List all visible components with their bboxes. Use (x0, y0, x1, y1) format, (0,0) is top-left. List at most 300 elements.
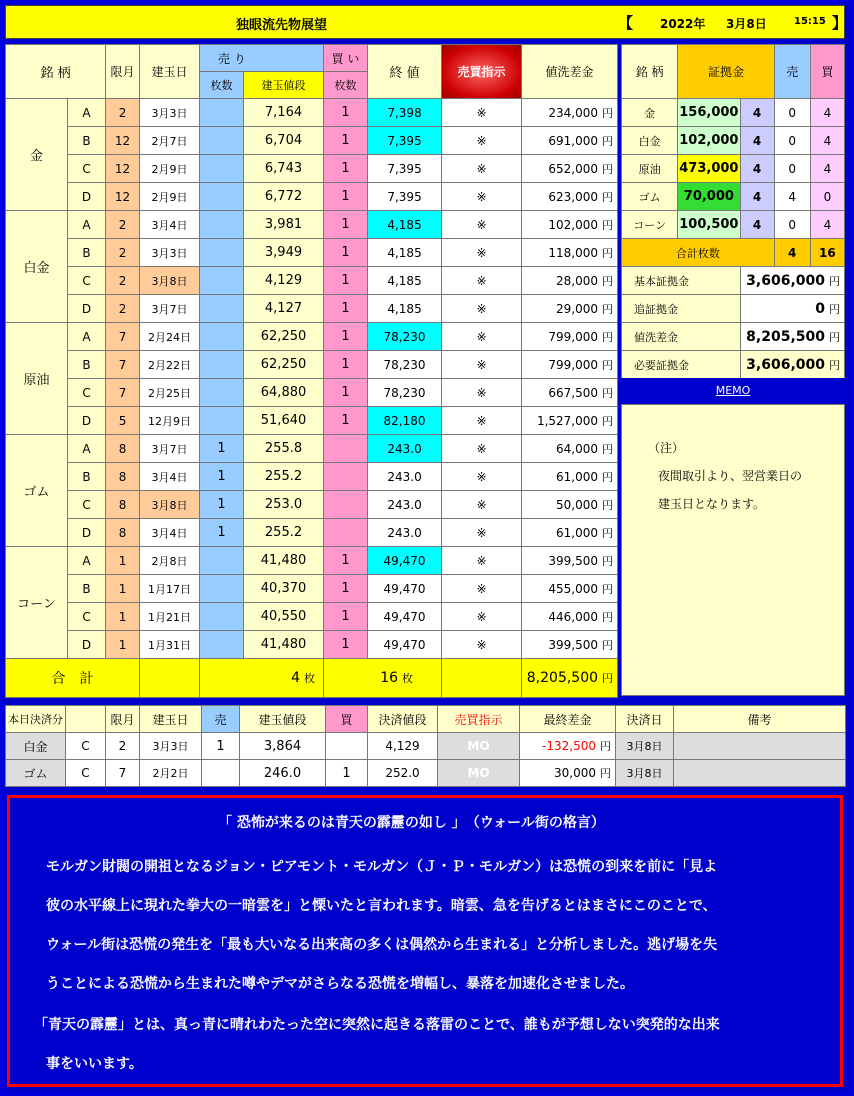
sell-qty (200, 127, 244, 155)
position-price: 6,704 (244, 127, 324, 155)
settle-commodity: 白金 (6, 733, 66, 760)
yen-unit: 円 (602, 470, 614, 484)
contract-month: 12 (106, 155, 140, 183)
diff-value: 118,000 (548, 245, 599, 260)
yen-unit: 円 (602, 246, 614, 260)
side-col-buy: 買 (810, 45, 844, 99)
summary-value (740, 323, 845, 351)
contract-month: 8 (106, 463, 140, 491)
settle-col-label: 本日決済分 (6, 706, 66, 733)
sell-qty (200, 631, 244, 659)
memo-line: （注） (648, 441, 685, 455)
margin-sell: 0 (774, 211, 810, 239)
margin-commodity: ゴム (622, 183, 678, 211)
buy-qty (324, 435, 368, 463)
buy-qty: 1 (324, 323, 368, 351)
trade-instruction: ※ (442, 127, 522, 155)
trade-instruction: ※ (442, 491, 522, 519)
diff-value: 799,000 (548, 357, 599, 372)
contract-month: 1 (106, 547, 140, 575)
position-price: 40,370 (244, 575, 324, 603)
mark-to-market-diff (522, 295, 618, 323)
sell-qty (200, 575, 244, 603)
unit-label: 枚 (402, 672, 414, 685)
yen-unit: 円 (602, 106, 614, 120)
yen-unit: 円 (602, 218, 614, 232)
contract-code: D (68, 295, 106, 323)
settle-date: 2月2日 (140, 760, 202, 787)
close-price: 243.0 (368, 463, 442, 491)
settle-col-price: 建玉値段 (240, 706, 326, 733)
position-date: 1月31日 (140, 631, 200, 659)
contract-code: C (68, 491, 106, 519)
settle-col-buy: 買 (326, 706, 368, 733)
position-price: 4,127 (244, 295, 324, 323)
close-price: 243.0 (368, 519, 442, 547)
margin-buy: 0 (810, 183, 844, 211)
sell-qty (200, 267, 244, 295)
buy-qty: 1 (324, 267, 368, 295)
table-row (6, 127, 618, 155)
mark-to-market-diff (522, 127, 618, 155)
sell-qty (200, 407, 244, 435)
diff-value: 64,000 (556, 441, 599, 456)
position-price: 51,640 (244, 407, 324, 435)
position-price: 3,949 (244, 239, 324, 267)
col-buy: 買 い (324, 45, 368, 72)
total-sell-value: 4 (291, 670, 301, 686)
col-diff: 値洗差金 (522, 45, 618, 99)
side-col-name: 銘 柄 (622, 45, 678, 99)
yen-unit: 円 (600, 767, 611, 780)
position-price: 64,880 (244, 379, 324, 407)
memo-title-label[interactable]: MEMO (715, 384, 751, 397)
settle-date: 3月3日 (140, 733, 202, 760)
contract-code: B (68, 575, 106, 603)
contract-month: 8 (106, 491, 140, 519)
summary-label: 必要証拠金 (622, 351, 741, 379)
summary-row (622, 351, 845, 379)
table-row (6, 603, 618, 631)
margin-amount: 156,000 (678, 99, 740, 127)
contract-month: 5 (106, 407, 140, 435)
close-price: 7,395 (368, 155, 442, 183)
total-label: 合 計 (6, 659, 140, 698)
buy-qty: 1 (324, 547, 368, 575)
page-title: 独眼流先物展望 (236, 18, 328, 33)
sell-qty (200, 323, 244, 351)
trade-instruction: ※ (442, 463, 522, 491)
yen-unit: 円 (829, 330, 840, 344)
yen-unit: 円 (602, 358, 614, 372)
table-row (6, 631, 618, 659)
contract-month: 1 (106, 603, 140, 631)
position-date: 3月8日 (140, 491, 200, 519)
summary-amount: 8,205,500 (746, 328, 825, 345)
col-name: 銘 柄 (6, 45, 106, 99)
yen-unit: 円 (602, 610, 614, 624)
settle-sell (202, 760, 240, 787)
settle-instruction: MO (438, 733, 520, 760)
diff-value: 399,500 (548, 637, 599, 652)
mark-to-market-diff (522, 351, 618, 379)
sell-qty (200, 295, 244, 323)
margin-commodity: 原油 (622, 155, 678, 183)
quote-line: 事をいいます。 (46, 1056, 143, 1072)
trade-instruction: ※ (442, 519, 522, 547)
diff-value: 1,527,000 (536, 413, 599, 428)
sell-qty: 1 (200, 491, 244, 519)
total-buy-qty (324, 659, 442, 698)
quote-line: モルガン財閥の開祖となるジョン・ピアモント・モルガン（Ｊ・Ｐ・モルガン）は恐慌の到来を前に「見よ (46, 859, 718, 875)
settle-col-instruction: 売買指示 (438, 706, 520, 733)
settle-col-final-diff: 最終差金 (520, 706, 616, 733)
margin-count: 4 (740, 155, 774, 183)
buy-qty: 1 (324, 351, 368, 379)
margin-total-row (622, 239, 845, 267)
yen-unit: 円 (600, 740, 611, 753)
contract-month: 8 (106, 519, 140, 547)
margin-count: 4 (740, 211, 774, 239)
diff-value: 50,000 (556, 497, 599, 512)
table-row (6, 547, 618, 575)
trade-instruction: ※ (442, 631, 522, 659)
mark-to-market-diff (522, 603, 618, 631)
diff-value: 29,000 (556, 301, 599, 316)
settlement-row (6, 760, 846, 787)
summary-label: 追証拠金 (622, 295, 741, 323)
position-date: 1月17日 (140, 575, 200, 603)
final-diff-value: -132,500 (542, 739, 596, 753)
mark-to-market-diff (522, 211, 618, 239)
sell-qty (200, 351, 244, 379)
trade-instruction: ※ (442, 351, 522, 379)
yen-unit: 円 (602, 190, 614, 204)
contract-code: C (68, 155, 106, 183)
quote-box (7, 795, 843, 1087)
contract-month: 12 (106, 127, 140, 155)
yen-unit: 円 (602, 274, 614, 288)
buy-qty: 1 (324, 239, 368, 267)
header-year: 2022年 (660, 17, 706, 31)
total-sell-qty (200, 659, 324, 698)
total-row (6, 659, 618, 698)
diff-value: 399,500 (548, 553, 599, 568)
yen-unit: 円 (602, 330, 614, 344)
contract-code: C (68, 267, 106, 295)
diff-value: 446,000 (548, 609, 599, 624)
summary-row (622, 295, 845, 323)
position-price: 253.0 (244, 491, 324, 519)
quote-line: うことによる恐慌から生まれた噂やデマがさらなる恐慌を増幅し、暴落を加速化させました。 (46, 976, 634, 992)
table-row (6, 323, 618, 351)
summary-row (622, 323, 845, 351)
close-price: 243.0 (368, 435, 442, 463)
position-price: 62,250 (244, 351, 324, 379)
diff-value: 234,000 (548, 105, 599, 120)
position-date: 3月4日 (140, 463, 200, 491)
trade-instruction: ※ (442, 547, 522, 575)
contract-month: 8 (106, 435, 140, 463)
contract-month: 2 (106, 99, 140, 127)
buy-qty (324, 519, 368, 547)
position-date: 2月7日 (140, 127, 200, 155)
margin-amount: 100,500 (678, 211, 740, 239)
close-price: 78,230 (368, 351, 442, 379)
diff-value: 652,000 (548, 161, 599, 176)
position-date: 3月7日 (140, 435, 200, 463)
contract-code: D (68, 407, 106, 435)
positions-table (5, 44, 618, 698)
table-row (6, 295, 618, 323)
close-price: 243.0 (368, 491, 442, 519)
bracket-left: 【 (618, 14, 634, 32)
sell-qty (200, 211, 244, 239)
side-col-margin: 証拠金 (678, 45, 774, 99)
mark-to-market-diff (522, 407, 618, 435)
quote-line: 「青天の霹靂」とは、真っ青に晴れわたった空に突然に起きる落雷のことで、誰もが予想しない突発的な出来 (34, 1017, 720, 1033)
sell-qty (200, 155, 244, 183)
trade-instruction: ※ (442, 239, 522, 267)
position-date: 3月3日 (140, 99, 200, 127)
buy-qty: 1 (324, 99, 368, 127)
margin-row (622, 127, 845, 155)
close-price: 78,230 (368, 379, 442, 407)
quote-title: 「 恐怖が来るのは青天の霹靂の如し 」 （ウォール街の格言） (218, 815, 605, 831)
total-buy-value: 16 (380, 670, 399, 686)
quote-line: ウォール街は恐慌の発生を「最も大いなる出来高の多くは偶然から生まれる」と分析しました。逃げ場を失 (46, 937, 718, 953)
position-price: 40,550 (244, 603, 324, 631)
summary-value (740, 267, 845, 295)
buy-qty: 1 (324, 575, 368, 603)
settle-price: 3,864 (240, 733, 326, 760)
mark-to-market-diff (522, 267, 618, 295)
yen-unit: 円 (602, 638, 614, 652)
diff-value: 623,000 (548, 189, 599, 204)
position-date: 2月22日 (140, 351, 200, 379)
buy-qty: 1 (324, 631, 368, 659)
trade-instruction: ※ (442, 155, 522, 183)
yen-unit: 円 (602, 386, 614, 400)
settle-commodity: ゴム (6, 760, 66, 787)
contract-month: 1 (106, 631, 140, 659)
sell-qty: 1 (200, 519, 244, 547)
position-price: 7,164 (244, 99, 324, 127)
margin-total-buy: 16 (810, 239, 844, 267)
close-price: 7,395 (368, 127, 442, 155)
position-date: 12月9日 (140, 407, 200, 435)
unit-label: 枚 (304, 672, 316, 685)
margin-buy: 4 (810, 99, 844, 127)
contract-month: 2 (106, 295, 140, 323)
position-date: 3月7日 (140, 295, 200, 323)
summary-amount: 3,606,000 (746, 272, 825, 289)
contract-month: 7 (106, 351, 140, 379)
buy-qty: 1 (324, 183, 368, 211)
contract-code: C (68, 603, 106, 631)
summary-value (740, 351, 845, 379)
commodity-name: ゴム (6, 435, 68, 547)
position-price: 62,250 (244, 323, 324, 351)
sell-qty (200, 99, 244, 127)
mark-to-market-diff (522, 463, 618, 491)
close-price: 7,398 (368, 99, 442, 127)
margin-buy: 4 (810, 127, 844, 155)
col-instruction: 売買指示 (442, 45, 522, 99)
col-close: 終 値 (368, 45, 442, 99)
table-row (6, 491, 618, 519)
mark-to-market-diff (522, 435, 618, 463)
position-date: 3月4日 (140, 211, 200, 239)
settle-buy: 1 (326, 760, 368, 787)
settle-settle-price: 252.0 (368, 760, 438, 787)
margin-row (622, 183, 845, 211)
margin-sell: 0 (774, 155, 810, 183)
contract-month: 7 (106, 379, 140, 407)
position-price: 255.8 (244, 435, 324, 463)
settle-col-settle-price: 決済値段 (368, 706, 438, 733)
sell-qty (200, 379, 244, 407)
position-price: 255.2 (244, 519, 324, 547)
trade-instruction: ※ (442, 183, 522, 211)
commodity-name: 白金 (6, 211, 68, 323)
buy-qty: 1 (324, 603, 368, 631)
position-price: 41,480 (244, 547, 324, 575)
settle-buy (326, 733, 368, 760)
settle-col-settle-date: 決済日 (616, 706, 674, 733)
yen-unit: 円 (602, 554, 614, 568)
final-diff-value: 30,000 (554, 766, 596, 780)
contract-month: 2 (106, 239, 140, 267)
sell-qty (200, 239, 244, 267)
diff-value: 102,000 (548, 217, 599, 232)
commodity-name: 金 (6, 99, 68, 211)
settle-settle-date: 3月8日 (616, 733, 674, 760)
col-sell (200, 45, 324, 72)
summary-label: 基本証拠金 (622, 267, 741, 295)
contract-code: A (68, 99, 106, 127)
contract-code: B (68, 463, 106, 491)
contract-code: B (68, 351, 106, 379)
close-price: 4,185 (368, 267, 442, 295)
margin-amount: 102,000 (678, 127, 740, 155)
margin-sell: 0 (774, 99, 810, 127)
settle-instruction: MO (438, 760, 520, 787)
margin-amount: 473,000 (678, 155, 740, 183)
yen-unit: 円 (602, 162, 614, 176)
contract-month: 12 (106, 183, 140, 211)
position-price: 41,480 (244, 631, 324, 659)
buy-qty (324, 491, 368, 519)
table-row (6, 435, 618, 463)
trade-instruction: ※ (442, 435, 522, 463)
yen-unit: 円 (602, 526, 614, 540)
side-col-sell: 売 (774, 45, 810, 99)
contract-code: A (68, 323, 106, 351)
col-month: 限月 (106, 45, 140, 99)
margin-row (622, 99, 845, 127)
sell-qty: 1 (200, 435, 244, 463)
table-row (6, 267, 618, 295)
buy-qty: 1 (324, 211, 368, 239)
summary-amount: 3,606,000 (746, 356, 825, 373)
contract-code: C (68, 379, 106, 407)
diff-value: 691,000 (548, 133, 599, 148)
margin-sell: 0 (774, 127, 810, 155)
close-price: 49,470 (368, 547, 442, 575)
table-row (6, 351, 618, 379)
col-sell-label: 売 り (218, 51, 246, 66)
trade-instruction: ※ (442, 379, 522, 407)
settlement-row (6, 733, 846, 760)
settle-final-diff (520, 733, 616, 760)
yen-unit: 円 (602, 134, 614, 148)
trade-instruction: ※ (442, 211, 522, 239)
contract-code: A (68, 547, 106, 575)
close-price: 49,470 (368, 631, 442, 659)
margin-buy: 4 (810, 211, 844, 239)
contract-month: 1 (106, 575, 140, 603)
settle-col-month: 限月 (106, 706, 140, 733)
settle-col-note: 備考 (674, 706, 846, 733)
settle-settle-date: 3月8日 (616, 760, 674, 787)
trade-instruction: ※ (442, 295, 522, 323)
table-row (6, 463, 618, 491)
header-date: 3月8日 (726, 17, 767, 31)
margin-commodity: 白金 (622, 127, 678, 155)
contract-code: A (68, 435, 106, 463)
quote-line: 彼の水平線上に現れた拳大の一暗雲を」と慄いたと言われます。暗雲、急を告げるとはまさにこのことで、 (46, 898, 717, 914)
yen-unit: 円 (829, 358, 840, 372)
table-row (6, 155, 618, 183)
mark-to-market-diff (522, 323, 618, 351)
table-row (6, 379, 618, 407)
buy-qty: 1 (324, 155, 368, 183)
table-row (6, 575, 618, 603)
margin-commodity: コーン (622, 211, 678, 239)
diff-value: 61,000 (556, 525, 599, 540)
diff-value: 455,000 (548, 581, 599, 596)
position-date: 2月25日 (140, 379, 200, 407)
settle-sell: 1 (202, 733, 240, 760)
buy-qty: 1 (324, 379, 368, 407)
mark-to-market-diff (522, 183, 618, 211)
sell-qty (200, 547, 244, 575)
position-price: 3,981 (244, 211, 324, 239)
position-date: 1月21日 (140, 603, 200, 631)
col-buy-qty: 枚数 (324, 72, 368, 99)
margin-count: 4 (740, 99, 774, 127)
contract-code: B (68, 239, 106, 267)
contract-code: D (68, 631, 106, 659)
position-date: 3月4日 (140, 519, 200, 547)
sell-qty (200, 603, 244, 631)
margin-total-sell: 4 (774, 239, 810, 267)
mark-to-market-diff (522, 379, 618, 407)
mark-to-market-diff (522, 491, 618, 519)
settle-code: C (66, 733, 106, 760)
settle-month: 2 (106, 733, 140, 760)
trade-instruction: ※ (442, 575, 522, 603)
contract-code: A (68, 211, 106, 239)
memo-title[interactable] (621, 378, 845, 402)
summary-label: 値洗差金 (622, 323, 741, 351)
table-row (6, 99, 618, 127)
table-row (6, 519, 618, 547)
position-date: 3月8日 (140, 267, 200, 295)
diff-value: 667,500 (548, 385, 599, 400)
margin-amount: 70,000 (678, 183, 740, 211)
